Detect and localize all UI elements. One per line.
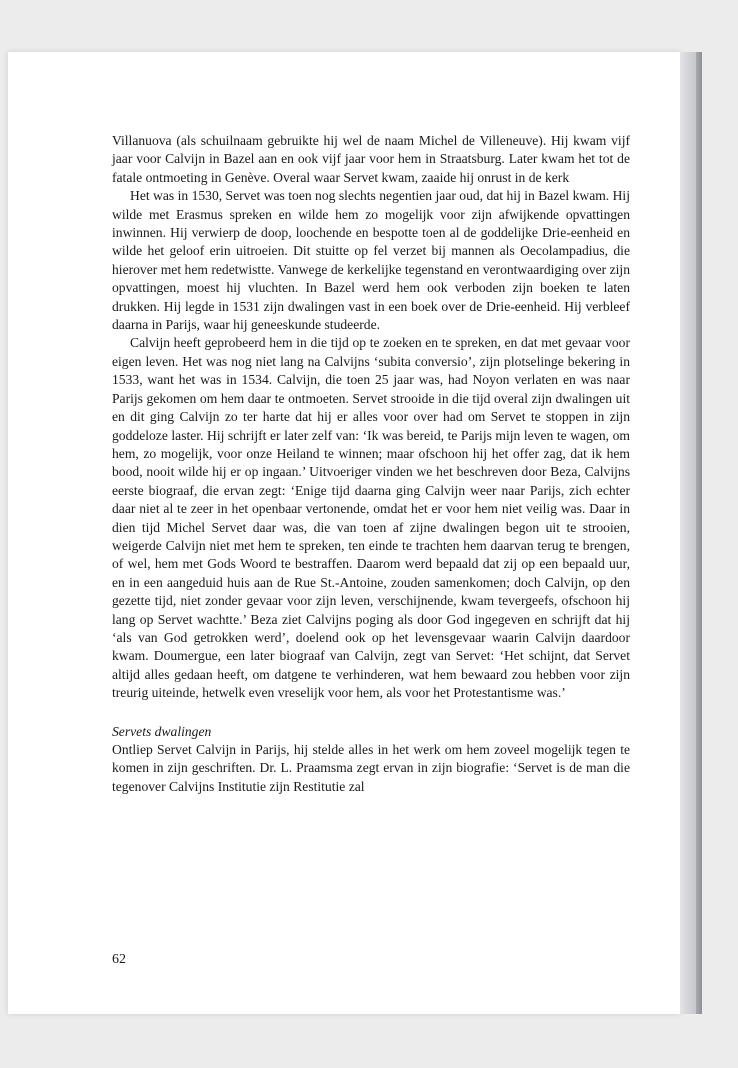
- body-text: [112, 132, 630, 796]
- cover-edge: [696, 52, 702, 1014]
- paragraph-4: Ontliep Servet Calvijn in Parijs, hij stelde alles in het werk om hem zoveel mogelijk tegen te komen in zijn geschriften. Dr. L. Praamsma zegt ervan in zijn biografie: ‘Servet is de man die tegenover Calvijns Institutie zijn Restitutie zal: [112, 742, 630, 794]
- paragraph-3: Calvijn heeft geprobeerd hem in die tijd op te zoeken en te spreken, en dat met gevaar voor eigen leven. Het was nog niet lang na Calvijns ‘subita conversio’, zijn plotselinge bekering in 1533, want het was in 1534. Calvijn, die toen 25 jaar was, had Noyon verlaten en was naar Parijs gekomen om hem daar te ontmoeten. Servet strooide in die tijd overal zijn dwalingen uit en dit ging Calvijn zo ter harte dat hij er alles voor over had om Servet te stoppen in zijn goddeloze laster. Hij schrijft er later zelf van: ‘Ik was bereid, te Parijs mijn leven te wagen, om hem, zo mogelijk, voor onze Heiland te winnen; maar ofschoon hij het offer zag, dat ik hem bood, nooit wilde hij er op ingaan.’ Uitvoeriger vinden we het beschreven door Beza, Calvijns eerste biograaf, die ervan zegt: ‘Enige tijd daarna ging Calvijn weer naar Parijs, zich echter daar niet al te zeer in het openbaar vertonende, omdat het er voor hem niet veilig was. Daar in dien tijd Michel Servet daar was, die van toen af zijne dwalingen begon uit te strooien, weigerde Calvijn niet met hem te spreken, ten einde te trachten hem daarvan terug te brengen, of wel, hem met Gods Woord te bestraffen. Daarom werd bepaald dat zij op een bepaald uur, en in een aangeduid huis aan de Rue St.-Antoine, zouden samenkomen; doch Calvijn, op den gezette tijd, niet zonder gevaar voor zijn leven, verschijnende, kwam tevergeefs, ofschoon hij lang op Servet wachtte.’ Beza ziet Calvijns poging als door God ingegeven en schrijft dat hij ‘als van God getrokken werd’, doelend ook op het levensgevaar waarin Calvijn daardoor kwam. Doumergue, een later biograaf van Calvijn, zegt van Servet: ‘Het schijnt, dat Servet altijd alles gedaan heeft, om datgene te verhinderen, wat hem bewaard zou hebben voor zijn treurig uiteinde, hetwelk even vreselijk voor hem, als voor het Protestantisme was.’: [112, 335, 630, 701]
- page-edge: [680, 52, 696, 1014]
- paragraph-1: Villanuova (als schuilnaam gebruikte hij wel de naam Michel de Villeneuve). Hij kwam vijf jaar voor Calvijn in Bazel aan en ook vijf jaar voor hem in Straatsburg. Later kwam het tot de fatale ontmoeting in Genève. Overal waar Servet kwam, zaaide hij onrust in de kerk: [112, 133, 630, 185]
- paragraph-2: Het was in 1530, Servet was toen nog slechts negentien jaar oud, dat hij in Bazel kwam. Hij wilde met Erasmus spreken en wilde hem zo mogelijk voor zijn afwijkende opvattingen inwinnen. Hij verwierp de doop, loochende en bespotte toen al de goddelijke Drie-eenheid en wilde het geloof erin uitroeien. Dit stuitte op fel verzet bij mannen als Oecolampadius, die hierover met hem redetwistte. Vanwege de kerkelijke tegenstand en verontwaardiging over zijn opvattingen, moest hij vluchten. In Bazel werd hem ook verboden zijn boeken te laten drukken. Hij legde in 1531 zijn dwalingen vast in een boek over de Drie-eenheid. Hij verbleef daarna in Parijs, waar hij geneeskunde studeerde.: [112, 188, 630, 333]
- page-number: 62: [112, 952, 126, 967]
- section-heading: Servets dwalingen: [112, 723, 212, 739]
